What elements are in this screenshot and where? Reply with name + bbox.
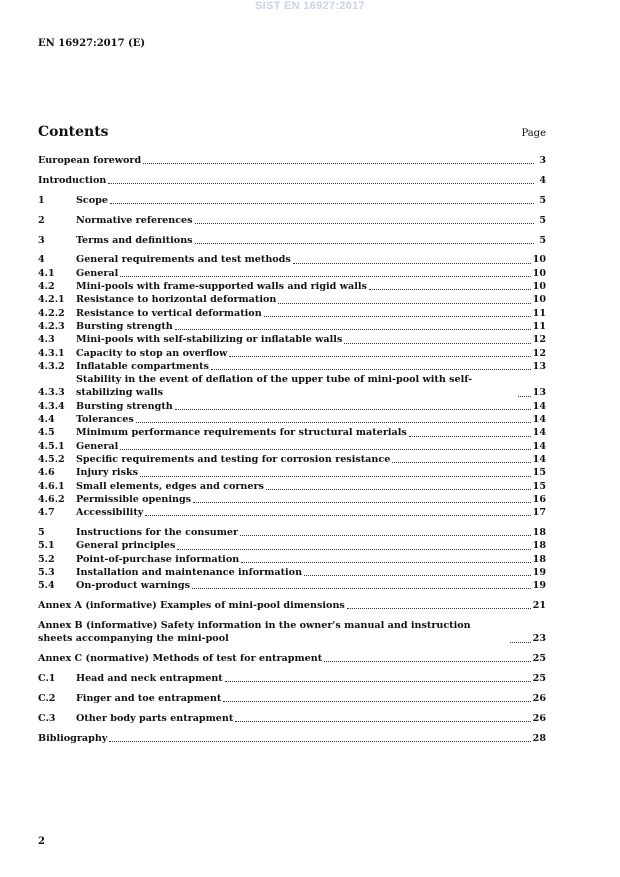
toc-entry-page: 14 [532, 400, 546, 412]
toc-entry-number: 4.5 [38, 427, 55, 439]
toc-entry-page: 25 [532, 673, 546, 685]
dot-leader [324, 661, 531, 662]
toc-entry-number: 4.6 [38, 467, 55, 479]
toc-entry-title: Bursting strength [76, 400, 173, 412]
toc-entry[interactable] [38, 360, 546, 373]
toc-entry[interactable] [38, 506, 546, 519]
toc-entry-page: 15 [532, 480, 546, 492]
dot-leader [211, 369, 531, 370]
toc-entry[interactable] [38, 373, 546, 400]
dot-leader [266, 489, 531, 490]
toc-entry-title: General [76, 267, 119, 279]
toc-entry-title: Capacity to stop an overflow [76, 347, 228, 359]
dot-leader [120, 276, 530, 277]
toc-entry-number: 5 [38, 526, 45, 538]
toc-entry-page: 16 [532, 493, 546, 505]
page-title: Contents [38, 124, 109, 140]
toc-entry-page: 10 [532, 294, 546, 306]
toc-entry-number: 4.3.4 [38, 400, 65, 412]
toc-entry-number: 5.3 [38, 566, 55, 578]
toc-entry-number: 4.4 [38, 414, 55, 426]
toc-entry-title: Other body parts entrapment [76, 712, 234, 724]
toc-entry-number: 5.1 [38, 540, 55, 552]
toc-entry-title: Small elements, edges and corners [76, 480, 264, 492]
toc-entry[interactable] [38, 333, 546, 346]
toc-entry-number: 4.1 [38, 267, 55, 279]
toc-entry[interactable] [38, 539, 546, 552]
toc-entry-page: 19 [532, 566, 546, 578]
toc-entry-title: Injury risks [76, 467, 139, 479]
toc-entry[interactable] [38, 579, 546, 592]
toc-entry-title: Bibliography [38, 732, 108, 744]
toc-entry-page: 4 [539, 174, 546, 186]
toc-entry-page: 14 [532, 414, 546, 426]
toc-entry[interactable] [38, 280, 546, 293]
dot-leader [304, 575, 531, 576]
dot-leader [510, 642, 531, 643]
toc-entry-number: 1 [38, 194, 45, 206]
dot-leader [229, 356, 530, 357]
toc-entry[interactable] [38, 526, 546, 539]
toc-entry-number: 4.5.1 [38, 440, 65, 452]
toc-entry-number: 4.3.1 [38, 347, 65, 359]
toc-entry[interactable] [38, 440, 546, 453]
toc-entry-title: Mini-pools with frame-supported walls and rigid walls [76, 281, 367, 293]
toc-entry-number: 4.6.2 [38, 493, 65, 505]
toc-entry-title: Permissible openings [76, 493, 192, 505]
toc-entry[interactable] [38, 599, 546, 612]
toc-entry[interactable] [38, 154, 546, 167]
dot-leader [108, 183, 534, 184]
toc-entry-title: General requirements and test methods [76, 254, 291, 266]
toc-entry-title: European foreword [38, 155, 142, 166]
toc-entry-number: 4.5.2 [38, 453, 65, 465]
toc-entry[interactable] [38, 347, 546, 360]
dot-leader [240, 535, 531, 536]
toc-entry-number: 5.2 [38, 553, 55, 565]
toc-entry[interactable] [38, 566, 546, 579]
toc-entry[interactable] [38, 253, 546, 266]
toc-entry-page: 11 [532, 307, 546, 319]
dot-leader [264, 316, 531, 317]
toc-entry-title: Finger and toe entrapment [76, 692, 222, 704]
toc-entry[interactable] [38, 619, 546, 646]
toc-entry[interactable] [38, 426, 546, 439]
toc-entry-number: 4.3 [38, 334, 55, 346]
toc-entry-number: 2 [38, 214, 45, 226]
toc-entry-number: 4.2.2 [38, 307, 65, 319]
dot-leader [369, 289, 531, 290]
toc-entry-page: 10 [532, 281, 546, 293]
toc-entry[interactable] [38, 293, 546, 306]
dot-leader [347, 608, 531, 609]
toc-entry-number: 4.7 [38, 507, 55, 519]
toc-entry-page: 14 [532, 427, 546, 439]
toc-entry-title: General [76, 440, 119, 452]
toc-entry-page: 11 [532, 320, 546, 332]
toc-entry[interactable] [38, 174, 546, 187]
toc-entry-page: 17 [532, 507, 546, 519]
dot-leader [140, 476, 531, 477]
dot-leader [235, 721, 530, 722]
toc-entry-page: 15 [532, 467, 546, 479]
toc-entry-title: Scope [76, 194, 108, 206]
toc-entry-page: 28 [532, 732, 546, 744]
dot-leader [109, 741, 530, 742]
toc-entry-title: Annex B (informative) Safety information in the owner's manual and instruction sheets accompanying the mini-pool [38, 619, 471, 645]
dot-leader [225, 681, 531, 682]
dot-leader [278, 303, 530, 304]
toc-entry-number: 4.2.3 [38, 320, 65, 332]
dot-leader [143, 163, 534, 164]
toc-entry-title: On-product warnings [76, 580, 191, 592]
toc-entry-page: 26 [532, 692, 546, 704]
dot-leader [192, 588, 531, 589]
toc-entry-page: 18 [532, 540, 546, 552]
toc-entry-page: 25 [532, 653, 546, 665]
toc-entry-title: Resistance to horizontal deformation [76, 294, 277, 306]
toc-entry[interactable] [38, 732, 546, 745]
toc-entry-title: Head and neck entrapment [76, 673, 223, 685]
watermark-text: SIST EN 16927:2017 [255, 0, 365, 12]
toc-entry-title: Resistance to vertical deformation [76, 307, 262, 319]
toc-entry[interactable] [38, 400, 546, 413]
toc-entry-title: Bursting strength [76, 320, 173, 332]
toc-entry-title: Introduction [38, 174, 107, 186]
toc-entry[interactable] [38, 307, 546, 320]
dot-leader [145, 515, 530, 516]
toc-entry-number: 4.3.2 [38, 360, 65, 372]
toc-entry[interactable] [38, 553, 546, 566]
toc-entry-page: 10 [532, 254, 546, 266]
toc-entry[interactable] [38, 480, 546, 493]
toc-entry[interactable] [38, 453, 546, 466]
toc-entry-page: 23 [532, 633, 546, 645]
toc-entry-number: C.3 [38, 712, 56, 724]
toc-entry-page: 10 [532, 267, 546, 279]
dot-leader [344, 343, 530, 344]
toc-entry-page: 19 [532, 580, 546, 592]
toc-entry-title: Accessibility [76, 507, 144, 519]
toc-entry-page: 13 [532, 360, 546, 372]
dot-leader [241, 562, 530, 563]
toc-entry[interactable] [38, 234, 546, 247]
toc-entry-page: 14 [532, 440, 546, 452]
dot-leader [518, 396, 531, 397]
toc-entry-number: 3 [38, 234, 45, 246]
toc-entry-number: 4 [38, 254, 45, 266]
toc-entry[interactable] [38, 692, 546, 705]
toc-entry-number: C.2 [38, 692, 56, 704]
toc-entry-title: Mini-pools with self-stabilizing or inflatable walls [76, 334, 343, 346]
dot-leader [175, 409, 531, 410]
toc-entry-title: Instructions for the consumer [76, 526, 239, 538]
toc-entry[interactable] [38, 712, 546, 725]
toc-entry-title: Inflatable compartments [76, 360, 209, 372]
dot-leader [293, 263, 531, 264]
dot-leader [175, 329, 531, 330]
toc-entry-page: 5 [539, 214, 546, 226]
toc-entry-number: 4.2 [38, 281, 55, 293]
toc-entry-number: C.1 [38, 673, 56, 685]
toc-entry[interactable] [38, 214, 546, 227]
toc-entry-page: 18 [532, 526, 546, 538]
toc-entry-title: Annex C (normative) Methods of test for entrapment [38, 653, 323, 665]
toc-entry-page: 21 [532, 600, 546, 612]
dot-leader [392, 462, 530, 463]
toc-entry-page: 5 [539, 234, 546, 246]
toc-entry-number: 5.4 [38, 580, 55, 592]
toc-entry[interactable] [38, 320, 546, 333]
dot-leader [223, 701, 530, 702]
toc-entry-title: Point-of-purchase information [76, 553, 240, 565]
toc-entry-page: 14 [532, 453, 546, 465]
toc-entry[interactable] [38, 652, 546, 665]
toc-entry-title: Tolerances [76, 414, 134, 426]
dot-leader [120, 449, 530, 450]
toc-entry[interactable] [38, 493, 546, 506]
toc-entry[interactable] [38, 413, 546, 426]
toc-entry-title: Installation and maintenance information [76, 566, 303, 578]
toc-entry-number: 4.6.1 [38, 480, 65, 492]
toc-entry[interactable] [38, 194, 546, 207]
toc-entry-page: 5 [539, 194, 546, 206]
toc-entry-title: Annex A (informative) Examples of mini-pool dimensions [38, 600, 345, 612]
dot-leader [193, 502, 531, 503]
toc-entry-title: Terms and definitions [76, 234, 193, 246]
toc-entry-page: 18 [532, 553, 546, 565]
dot-leader [110, 203, 534, 204]
toc-entry[interactable] [38, 267, 546, 280]
toc-entry[interactable] [38, 672, 546, 685]
toc-entry-title: Normative references [76, 214, 193, 226]
dot-leader [136, 422, 531, 423]
toc-entry-title: Specific requirements and testing for corrosion resistance [76, 453, 391, 465]
toc-entry-page: 12 [532, 334, 546, 346]
toc-entry-page: 12 [532, 347, 546, 359]
document-id: EN 16927:2017 (E) [38, 38, 146, 49]
toc-entry-title: Stability in the event of deflation of the upper tube of mini-pool with self-stabilizing walls [76, 374, 473, 399]
dot-leader [195, 223, 534, 224]
dot-leader [177, 549, 530, 550]
toc-entry-title: Minimum performance requirements for structural materials [76, 427, 407, 439]
toc-entry-number: 4.2.1 [38, 294, 65, 306]
toc-entry-number: 4.3.3 [38, 387, 65, 399]
page-column-label: Page [521, 128, 546, 139]
toc-entry-page: 3 [539, 155, 546, 166]
toc-entry-page: 26 [532, 712, 546, 724]
toc-entry[interactable] [38, 466, 546, 479]
table-of-contents [38, 154, 546, 745]
dot-leader [409, 436, 531, 437]
footer-page-number: 2 [38, 836, 45, 847]
toc-entry-title: General principles [76, 540, 176, 552]
toc-entry-page: 13 [532, 387, 546, 399]
dot-leader [195, 243, 534, 244]
